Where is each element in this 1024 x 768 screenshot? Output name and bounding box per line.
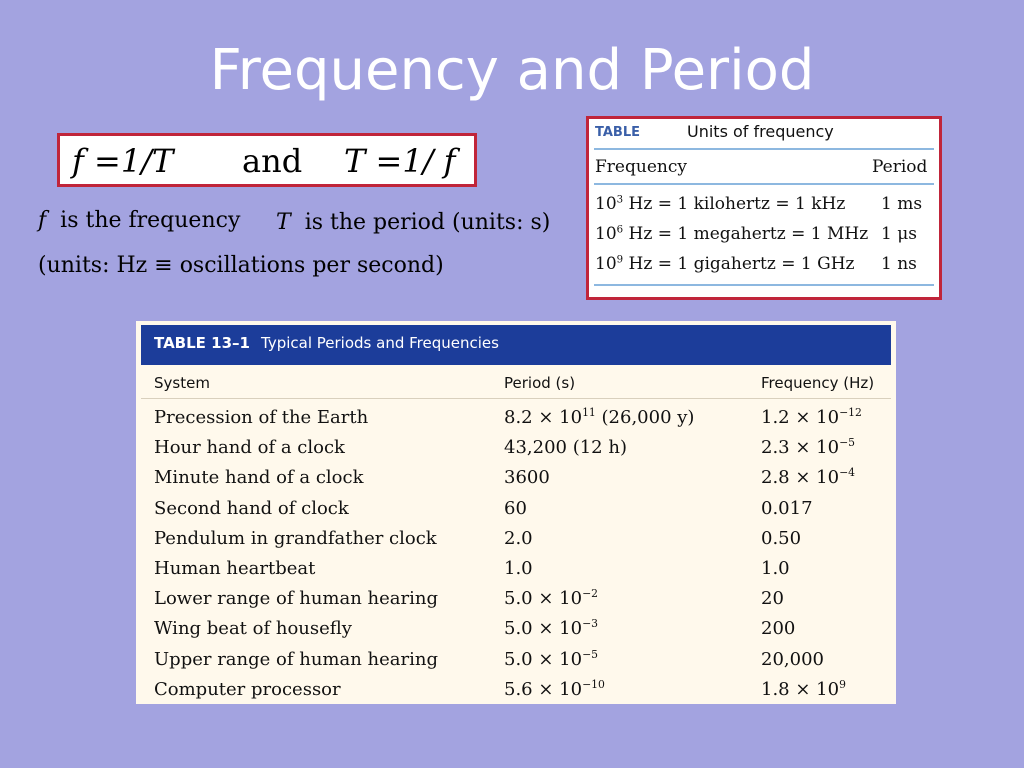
main-table-label: TABLE 13–1 — [154, 334, 250, 352]
table-row-period: $5.0 \times 10^{-5}$ — [504, 648, 598, 670]
table-row-system: Minute hand of a clock — [154, 467, 364, 488]
main-table-separator — [141, 363, 891, 365]
main-table-rule — [141, 398, 891, 399]
table-row-period: 3600 — [504, 467, 550, 488]
units-table-rule — [594, 148, 934, 150]
table-row-frequency: $2.3 \times 10^{-5}$ — [761, 436, 855, 458]
table-row-period: 60 — [504, 498, 527, 519]
units-row-period: 1 μs — [881, 224, 917, 244]
formula-box — [57, 133, 477, 187]
table-row-system: Pendulum in grandfather clock — [154, 528, 437, 549]
table-row-system: Hour hand of a clock — [154, 437, 345, 458]
units-table-rule — [594, 284, 934, 286]
table-row-system: Wing beat of housefly — [154, 618, 352, 639]
units-table-label: TABLE — [595, 125, 640, 140]
table-row-period: $5.0 \times 10^{-3}$ — [504, 617, 598, 639]
formula-period: T =1/ f — [344, 142, 456, 180]
units-table-rule — [594, 183, 934, 185]
units-row-frequency: $10^3$ Hz = 1 kilohertz = 1 kHz — [595, 194, 846, 214]
formula-and: and — [242, 142, 303, 180]
table-row-frequency: 1.0 — [761, 558, 790, 579]
units-header-frequency: Frequency — [595, 157, 687, 177]
table-row-system: Lower range of human hearing — [154, 588, 438, 609]
units-description: (units: Hz ≡ oscillations per second) — [38, 253, 444, 278]
formula-frequency: f =1/T — [72, 142, 174, 180]
units-table-title: Units of frequency — [687, 122, 834, 141]
table-row-period: $5.0 \times 10^{-2}$ — [504, 587, 598, 609]
table-row-period: $5.6 \times 10^{-10}$ — [504, 678, 605, 700]
table-row-frequency: 20,000 — [761, 649, 824, 670]
slide-title: Frequency and Period — [209, 38, 815, 103]
period-description — [276, 210, 550, 235]
table-row-frequency: 200 — [761, 618, 796, 639]
table-row-frequency: $1.2 \times 10^{-12}$ — [761, 406, 862, 428]
units-row-frequency: $10^6$ Hz = 1 megahertz = 1 MHz — [595, 224, 869, 244]
units-row-frequency: $10^9$ Hz = 1 gigahertz = 1 GHz — [595, 254, 855, 274]
column-header-frequency: Frequency (Hz) — [761, 374, 875, 392]
main-table-header-bar — [141, 325, 891, 363]
frequency-description — [38, 208, 240, 233]
typical-periods-table — [136, 321, 896, 704]
main-table-title: Typical Periods and Frequencies — [261, 334, 499, 352]
table-row-system: Second hand of clock — [154, 498, 349, 519]
frequency-symbol: f — [38, 208, 47, 233]
table-row-period: 2.0 — [504, 528, 533, 549]
table-row-period: $8.2 \times 10^{11}$ (26,000 y) — [504, 406, 695, 428]
units-of-frequency-table — [586, 116, 942, 300]
table-row-frequency: 0.50 — [761, 528, 802, 549]
column-header-period: Period (s) — [504, 374, 576, 392]
units-row-period: 1 ns — [881, 254, 917, 274]
table-row-frequency: 0.017 — [761, 498, 813, 519]
period-text: is the period (units: s) — [304, 210, 551, 235]
table-row-system: Precession of the Earth — [154, 407, 369, 428]
frequency-text: is the frequency — [60, 208, 241, 233]
column-header-system: System — [154, 374, 210, 392]
period-symbol: T — [276, 210, 291, 235]
table-row-system: Upper range of human hearing — [154, 649, 438, 670]
units-header-period: Period — [872, 157, 928, 177]
table-row-frequency: 20 — [761, 588, 784, 609]
table-row-frequency: $1.8 \times 10^9$ — [761, 678, 846, 700]
table-row-period: 43,200 (12 h) — [504, 437, 627, 458]
table-row-system: Computer processor — [154, 679, 341, 700]
table-row-system: Human heartbeat — [154, 558, 316, 579]
table-row-frequency: $2.8 \times 10^{-4}$ — [761, 466, 855, 488]
units-row-period: 1 ms — [881, 194, 923, 214]
table-row-period: 1.0 — [504, 558, 533, 579]
